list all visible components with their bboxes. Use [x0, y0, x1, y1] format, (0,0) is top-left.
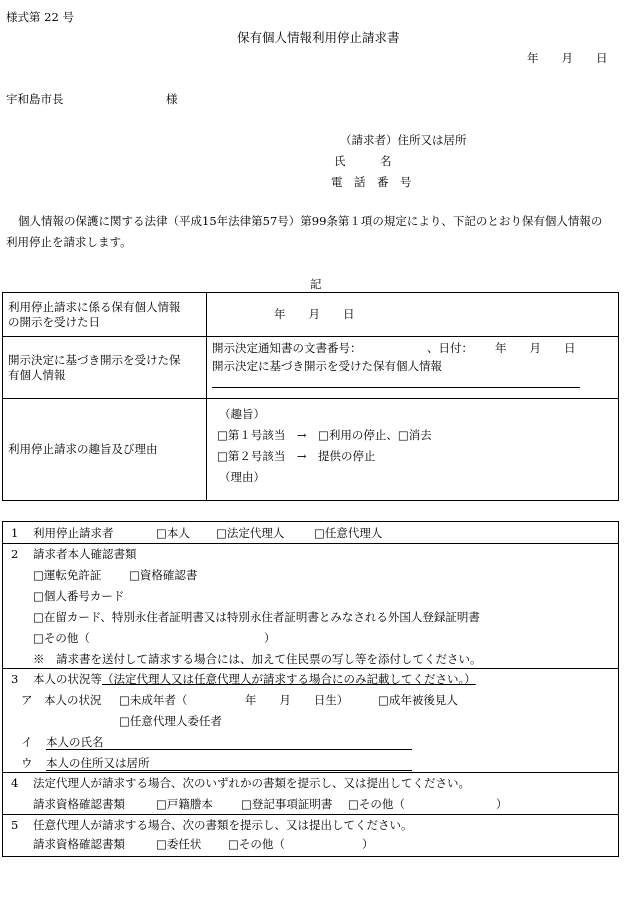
other-id-close: ）	[264, 631, 276, 645]
section2-note: ※ 請求書を送付して請求する場合には、加えて住民票の写し等を添付してください。	[33, 652, 482, 666]
row2-value[interactable]: 開示決定通知書の文書番号： 、日付： 年 月 日 開示決定に基づき開示を受けた保有個人情報	[207, 337, 619, 399]
section3-i-label: イ	[21, 735, 33, 749]
section1-label: 利用停止請求者	[33, 526, 114, 540]
date-line: 年 月 日	[527, 51, 608, 65]
row3-value[interactable]: （趣旨） □第１号該当 → □利用の停止、□消去 □第２号該当 → 提供の停止 （理由）	[207, 399, 619, 501]
ki-label: 記	[310, 277, 322, 291]
section4-text: 法定代理人が請求する場合、次のいずれかの書類を提示し、又は提出してください。	[33, 776, 470, 790]
section4-doc-label: 請求資格確認書類	[33, 797, 125, 811]
person-address-field[interactable]: 本人の住所又は居所	[46, 756, 150, 770]
checkbox-residence-card[interactable]: □在留カード、特別永住者証明書又は特別永住者証明書とみなされる外国人登録証明書	[33, 610, 480, 624]
checkbox-mynumber-card[interactable]: □個人番号カード	[33, 589, 125, 603]
section2-num: 2	[11, 547, 19, 561]
checkbox-family-register[interactable]: □戸籍謄本	[156, 797, 213, 811]
section5-text: 任意代理人が請求する場合、次の書類を提示し、又は提出してください。	[33, 818, 413, 832]
checkbox-other-voluntary-doc[interactable]: □その他（	[228, 837, 285, 851]
checkbox-other-legal-doc[interactable]: □その他（	[348, 797, 405, 811]
intro-line-2: 利用停止を請求します。	[6, 235, 132, 249]
section5-num: 5	[11, 818, 19, 832]
section2-label: 請求者本人確認書類	[33, 547, 137, 561]
checkbox-adult-ward[interactable]: □成年被後見人	[378, 693, 458, 707]
checkbox-voluntary-agent[interactable]: □任意代理人	[314, 526, 383, 540]
page-title: 保有個人情報利用停止請求書	[237, 30, 400, 45]
requester-name-label: 氏 名	[334, 154, 392, 168]
intro-line-1: 個人情報の保護に関する法律（平成15年法律第57号）第99条第１項の規定により、下記のとおり保有個人情報の	[18, 214, 603, 228]
checkbox-drivers-license[interactable]: □運転免許証	[33, 568, 102, 582]
addressee-name: 宇和島市長	[6, 92, 64, 106]
row3-label: 利用停止請求の趣旨及び理由	[3, 399, 207, 501]
section4-num: 4	[11, 776, 19, 790]
checkbox-legal-agent[interactable]: □法定代理人	[216, 526, 285, 540]
section3-heading: 本人の状況等（法定代理人又は任意代理人が請求する場合にのみ記載してください。）	[33, 672, 476, 686]
row1-label: 利用停止請求に係る保有個人情報 の開示を受けた日	[3, 293, 207, 337]
checkbox-registry-cert[interactable]: □登記事項証明書	[241, 797, 333, 811]
other-legal-doc-close: ）	[496, 797, 508, 811]
other-voluntary-doc-close: ）	[362, 837, 374, 851]
checkbox-qualification-cert[interactable]: □資格確認書	[129, 568, 198, 582]
section3-u-label: ウ	[21, 756, 33, 770]
requester-phone-label: 電 話 番 号	[331, 175, 412, 189]
section3-a-label: ア 本人の状況	[21, 693, 102, 707]
requester-info-box	[2, 521, 619, 857]
row2-label: 開示決定に基づき開示を受けた保 有個人情報	[3, 337, 207, 399]
checkbox-power-of-attorney[interactable]: □委任状	[156, 837, 202, 851]
table-row	[3, 337, 619, 399]
section3-num: 3	[11, 672, 19, 686]
addressee-honorific: 様	[166, 92, 178, 106]
table-row	[3, 293, 619, 337]
checkbox-self[interactable]: □本人	[156, 526, 190, 540]
section5-doc-label: 請求資格確認書類	[33, 837, 125, 851]
table-row	[3, 399, 619, 501]
section1-num: 1	[11, 526, 19, 540]
person-name-field[interactable]: 本人の氏名	[46, 735, 104, 749]
checkbox-other-id[interactable]: □その他（	[33, 631, 90, 645]
request-table	[2, 292, 619, 501]
checkbox-voluntary-principal[interactable]: □任意代理人委任者	[119, 714, 222, 728]
checkbox-minor[interactable]: □未成年者（ 年 月 日生）	[119, 693, 349, 707]
row1-value[interactable]: 年 月 日	[207, 293, 619, 337]
form-number: 様式第 22 号	[6, 10, 74, 24]
requester-address-label: （請求者）住所又は居所	[340, 133, 467, 147]
